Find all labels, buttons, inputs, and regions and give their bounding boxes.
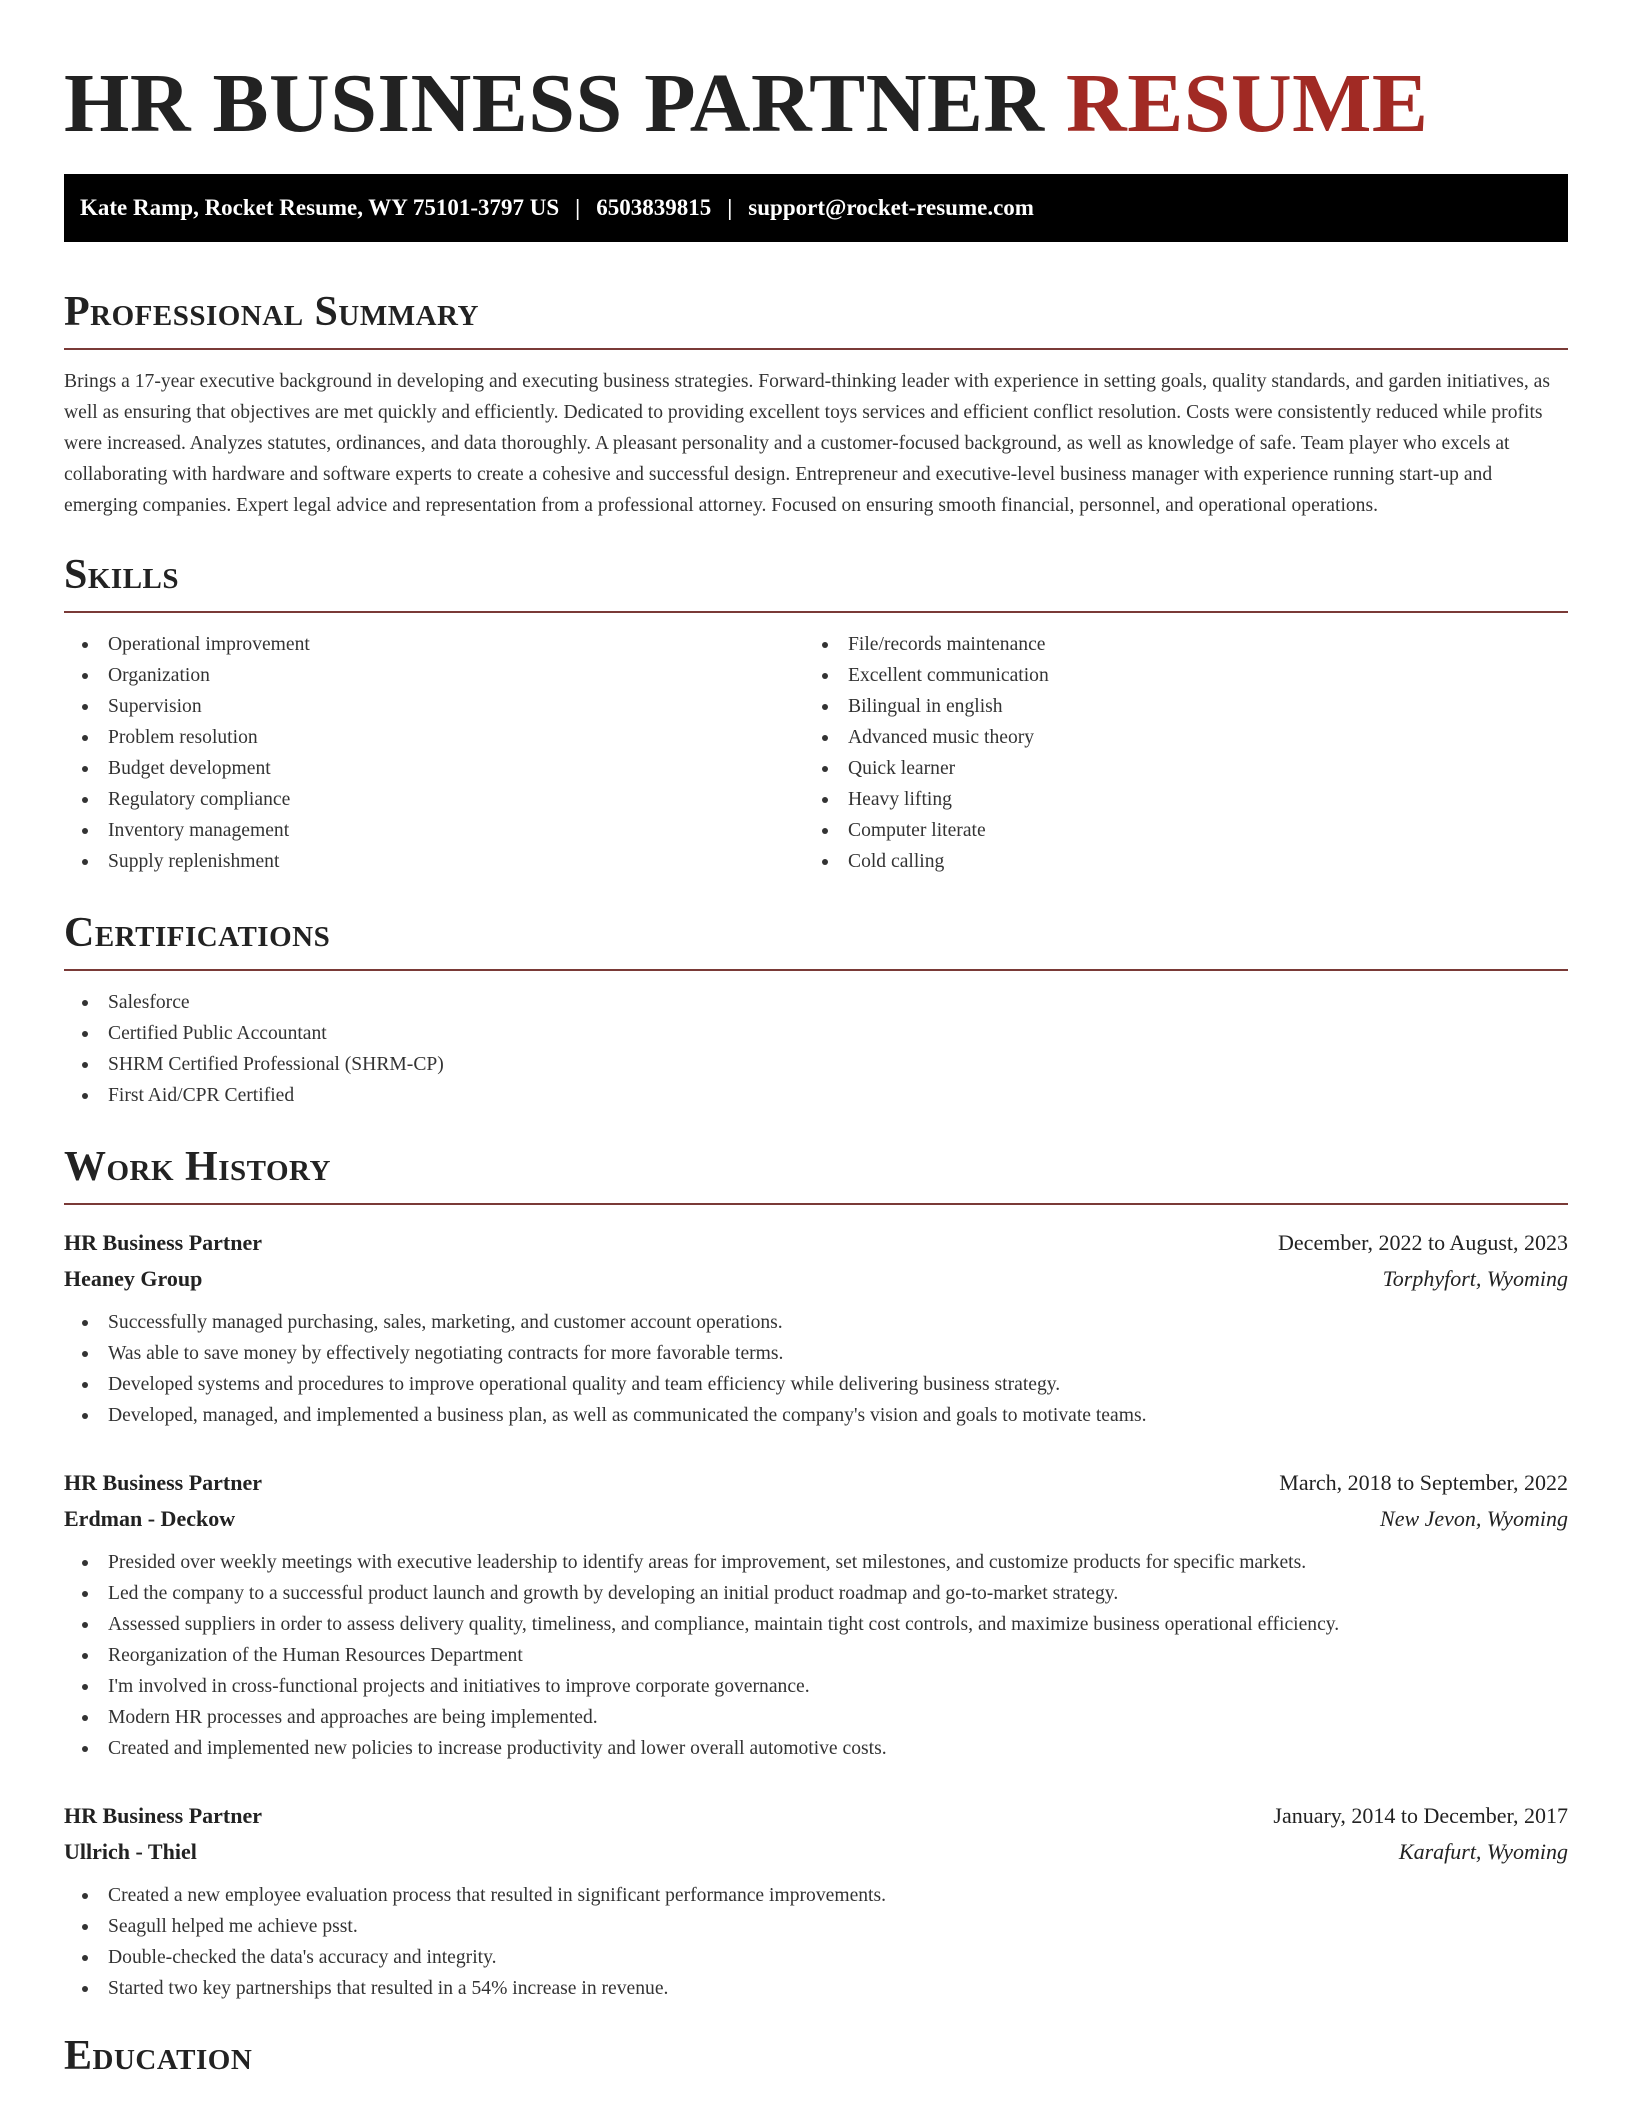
skill-item: Regulatory compliance	[64, 784, 804, 815]
contact-separator: |	[575, 195, 581, 220]
skill-item: Supervision	[64, 691, 804, 722]
job-location: Karafurt, Wyoming	[1398, 1839, 1568, 1864]
certification-item: First Aid/CPR Certified	[64, 1080, 1568, 1111]
skill-item: Bilingual in english	[804, 691, 1544, 722]
resume-title	[64, 0, 1568, 150]
summary-section	[64, 286, 1568, 521]
job-header-row	[64, 1225, 1568, 1261]
summary-heading: Professional Summary	[64, 289, 479, 335]
job-bullets	[64, 1880, 1568, 2004]
job-bullet: Modern HR processes and approaches are being implemented.	[64, 1702, 1568, 1733]
contact-separator: |	[727, 195, 733, 220]
job-bullet: Started two key partnerships that resulted in a 54% increase in revenue.	[64, 1973, 1568, 2004]
job-bullet: Successfully managed purchasing, sales, marketing, and customer account operations.	[64, 1307, 1568, 1338]
skill-item: Inventory management	[64, 815, 804, 846]
skill-item: Budget development	[64, 753, 804, 784]
job-bullet: Developed systems and procedures to improve operational quality and team efficiency while delivering business strategy.	[64, 1369, 1568, 1400]
job-bullet: Developed, managed, and implemented a business plan, as well as communicated the company's vision and goals to motivate teams.	[64, 1400, 1568, 1431]
job-location: Torphyfort, Wyoming	[1382, 1266, 1568, 1291]
job-entry	[64, 1225, 1568, 1431]
job-title: HR Business Partner	[64, 1230, 262, 1255]
job-bullet: Double-checked the data's accuracy and integrity.	[64, 1942, 1568, 1973]
contact-email: support@rocket-resume.com	[748, 195, 1034, 220]
summary-text: Brings a 17-year executive background in developing and executing business strategies. Forward-thinking leader with experience in setting goals, quality standards, and garden initiatives, as well as ensuring that objectives are met quickly and efficiently. Dedicated to providing excellent toys services and efficient conflict resolution. Costs were consistently reduced while profits were increased. Analyzes statutes, ordinances, and data thoroughly. A pleasant personality and a customer-focused background, as well as knowledge of safe. Team player who excels at collaborating with hardware and software experts to create a cohesive and successful design. Entrepreneur and executive-level business manager with experience running start-up and emerging companies. Expert legal advice and representation from a professional attorney. Focused on ensuring smooth financial, personnel, and operational operations.	[64, 371, 1550, 516]
job-bullet: Assessed suppliers in order to assess delivery quality, timeliness, and compliance, maintain tight cost controls, and maximize business operational efficiency.	[64, 1609, 1568, 1640]
contact-address: Kate Ramp, Rocket Resume, WY 75101-3797 US	[80, 195, 560, 220]
skill-item: Heavy lifting	[804, 784, 1544, 815]
education-heading: Education	[64, 2033, 253, 2079]
job-bullet: Reorganization of the Human Resources Department	[64, 1640, 1568, 1671]
job-company: Erdman - Deckow	[64, 1506, 236, 1531]
skills-list-left	[64, 629, 804, 877]
job-dates: January, 2014 to December, 2017	[1273, 1803, 1568, 1828]
job-bullet: Was able to save money by effectively negotiating contracts for more favorable terms.	[64, 1338, 1568, 1369]
job-bullet: Presided over weekly meetings with executive leadership to identify areas for improvement, set milestones, and customize products for specific markets.	[64, 1547, 1568, 1578]
job-bullet: Created a new employee evaluation process that resulted in significant performance improvements.	[64, 1880, 1568, 1911]
job-title: HR Business Partner	[64, 1470, 262, 1495]
job-header-row	[64, 1798, 1568, 1834]
job-bullets	[64, 1307, 1568, 1431]
work-history-section	[64, 1141, 1568, 2004]
contact-phone: 6503839815	[596, 195, 712, 220]
skill-item: Supply replenishment	[64, 846, 804, 877]
certifications-list	[64, 987, 1568, 1111]
section-divider	[64, 348, 1568, 350]
skills-list-right	[804, 629, 1544, 877]
title-accent: RESUME	[1066, 57, 1429, 150]
job-bullet: Seagull helped me achieve psst.	[64, 1911, 1568, 1942]
skill-item: Quick learner	[804, 753, 1544, 784]
job-dates: March, 2018 to September, 2022	[1279, 1470, 1568, 1495]
job-company-row	[64, 1261, 1568, 1297]
skill-item: Cold calling	[804, 846, 1544, 877]
title-main: HR BUSINESS PARTNER	[64, 57, 1045, 150]
work-history-heading: Work History	[64, 1144, 331, 1190]
skill-item: Excellent communication	[804, 660, 1544, 691]
job-bullets	[64, 1547, 1568, 1764]
job-title: HR Business Partner	[64, 1803, 262, 1828]
job-bullet: Created and implemented new policies to increase productivity and lower overall automotive costs.	[64, 1733, 1568, 1764]
skill-item: Advanced music theory	[804, 722, 1544, 753]
skill-item: Problem resolution	[64, 722, 804, 753]
job-location: New Jevon, Wyoming	[1380, 1506, 1568, 1531]
contact-bar	[64, 174, 1568, 242]
job-company: Ullrich - Thiel	[64, 1839, 197, 1864]
skill-item: Computer literate	[804, 815, 1544, 846]
certifications-heading: Certifications	[64, 910, 331, 956]
job-bullet: Led the company to a successful product launch and growth by developing an initial product roadmap and go-to-market strategy.	[64, 1578, 1568, 1609]
certification-item: Certified Public Accountant	[64, 1018, 1568, 1049]
job-company: Heaney Group	[64, 1266, 203, 1291]
certification-item: Salesforce	[64, 987, 1568, 1018]
skills-section	[64, 549, 1568, 877]
section-divider	[64, 611, 1568, 613]
job-dates: December, 2022 to August, 2023	[1278, 1230, 1568, 1255]
skill-item: File/records maintenance	[804, 629, 1544, 660]
job-entry	[64, 1798, 1568, 2004]
skills-heading: Skills	[64, 552, 180, 598]
certifications-section	[64, 907, 1568, 1111]
skill-item: Organization	[64, 660, 804, 691]
skills-grid	[64, 629, 1568, 877]
job-company-row	[64, 1834, 1568, 1870]
section-divider	[64, 1203, 1568, 1205]
certification-item: SHRM Certified Professional (SHRM-CP)	[64, 1049, 1568, 1080]
section-divider	[64, 969, 1568, 971]
job-header-row	[64, 1465, 1568, 1501]
education-section	[64, 2030, 1568, 2082]
skill-item: Operational improvement	[64, 629, 804, 660]
job-entry	[64, 1465, 1568, 1764]
job-bullet: I'm involved in cross-functional projects and initiatives to improve corporate governance.	[64, 1671, 1568, 1702]
job-company-row	[64, 1501, 1568, 1537]
